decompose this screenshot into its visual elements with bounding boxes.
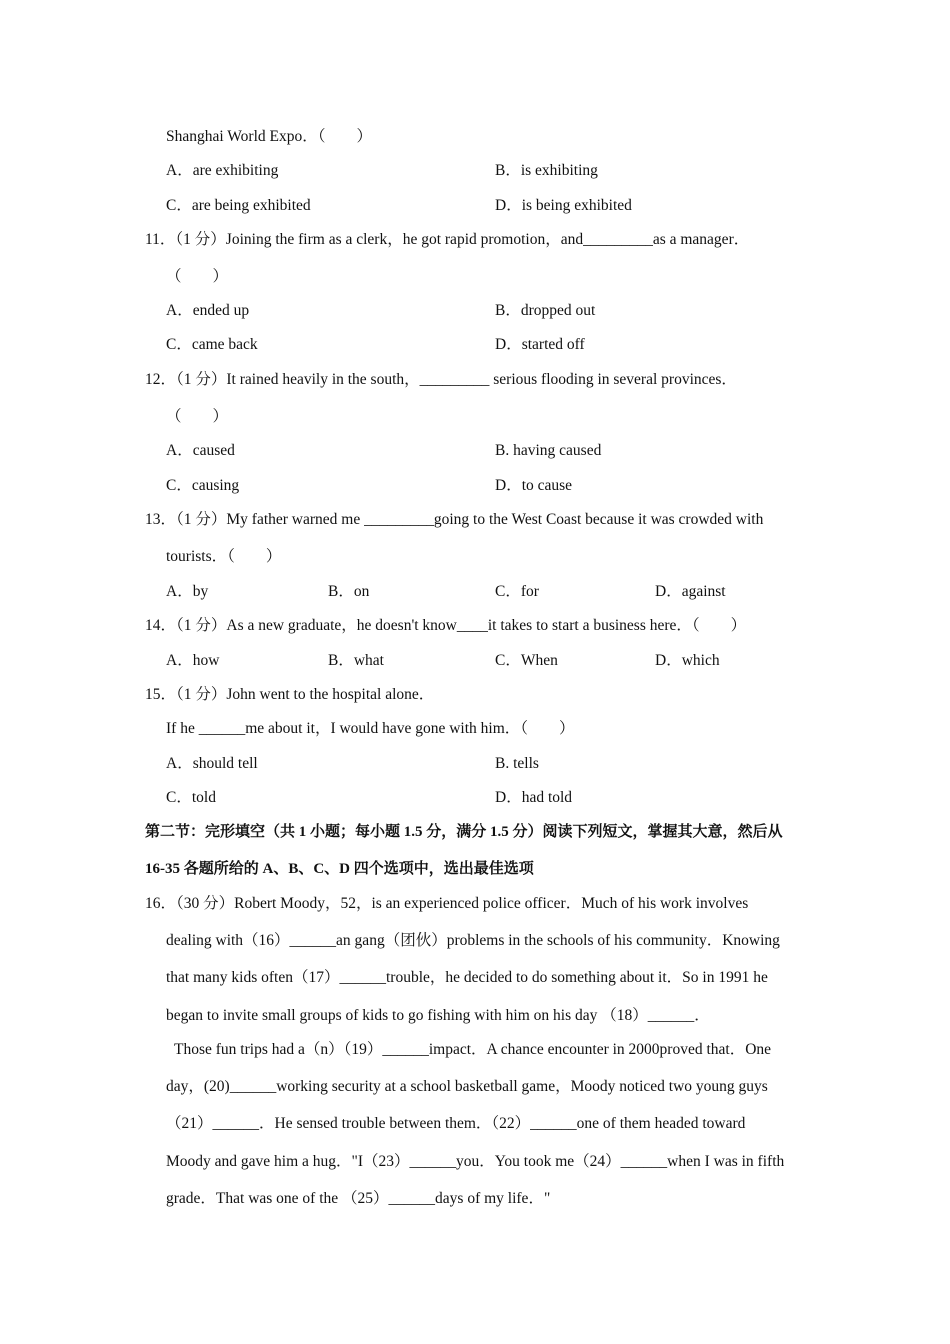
q14-option-b: B．what	[328, 652, 384, 669]
q14-option-a: A．how	[166, 652, 220, 669]
q15-option-d: D．had told	[495, 789, 573, 806]
q14-option-c: C．When	[495, 652, 558, 669]
q16-passage-line: began to invite small groups of kids to go fishing with him on his day （18）______．	[166, 1007, 710, 1024]
q12-option-d: D．to cause	[495, 477, 573, 494]
q13-option-a: A．by	[166, 583, 209, 600]
q12-answer-paren: （ ）	[166, 408, 229, 425]
q11-option-d: D．started off	[495, 336, 585, 353]
q10-option-a: A．are exhibiting	[166, 162, 279, 179]
q13-stem-continued: tourists．（ ）	[166, 548, 282, 565]
q13-option-d: D．against	[655, 583, 726, 600]
section-heading: 第二节：完形填空（共 1 小题；每小题 1.5 分，满分 1.5 分）阅读下列短文，掌握其大意，然后从	[145, 824, 783, 840]
q13-stem: 13．（1 分）My father warned me _________going to the West Coast because it was crowded with	[145, 511, 764, 528]
q15-stem: 15．（1 分）John went to the hospital alone．	[145, 686, 435, 703]
q16-passage-line: （21）______．He sensed trouble between them．（22）______one of them headed toward	[166, 1115, 746, 1132]
q15-stem-continued: If he ______me about it，I would have gone with him．（ ）	[166, 720, 575, 737]
q11-option-b: B．dropped out	[495, 302, 596, 319]
q16-passage-line: dealing with（16）______an gang（团伙）problems in the schools of his community．Knowing	[166, 932, 780, 949]
q15-option-a: A．should tell	[166, 755, 258, 772]
q11-stem: 11．（1 分）Joining the firm as a clerk，he got rapid promotion，and_________as a manager．	[145, 231, 750, 248]
q11-answer-paren: （ ）	[166, 268, 229, 285]
q11-option-c: C．came back	[166, 336, 258, 353]
q14-option-d: D．which	[655, 652, 720, 669]
q10-stem-tail: Shanghai World Expo．（ ）	[166, 128, 372, 145]
q12-option-c: C．causing	[166, 477, 240, 494]
q16-passage-line: day，(20)______working security at a school basketball game，Moody noticed two young guys	[166, 1078, 768, 1095]
section-heading-continued: 16-35 各题所给的 A、B、C、D 四个选项中，选出最佳选项	[145, 861, 534, 877]
q13-option-c: C．for	[495, 583, 539, 600]
q10-option-b: B．is exhibiting	[495, 162, 598, 179]
q12-stem: 12．（1 分）It rained heavily in the south，_________ serious flooding in several provinces．	[145, 371, 737, 388]
q10-option-d: D．is being exhibited	[495, 197, 632, 214]
q11-option-a: A．ended up	[166, 302, 250, 319]
q14-stem: 14．（1 分）As a new graduate，he doesn't know____it takes to start a business here．（ ）	[145, 617, 747, 634]
q16-passage-line: grade．That was one of the （25）______days of my life．"	[166, 1190, 551, 1207]
q15-option-c: C．told	[166, 789, 216, 806]
q16-passage-line: that many kids often（17）______trouble，he decided to do something about it．So in 1991 he	[166, 969, 768, 986]
q10-option-c: C．are being exhibited	[166, 197, 311, 214]
q15-option-b: B. tells	[495, 755, 539, 772]
q13-option-b: B．on	[328, 583, 370, 600]
q16-passage-line: 16．（30 分）Robert Moody，52，is an experienced police officer．Much of his work involves	[145, 895, 749, 912]
q12-option-a: A．caused	[166, 442, 235, 459]
q16-passage-line: Those fun trips had a（n）（19）______impact．A chance encounter in 2000proved that．One	[174, 1041, 772, 1058]
q12-option-b: B. having caused	[495, 442, 602, 459]
q16-passage-line: Moody and gave him a hug．"I（23）______you．You took me（24）______when I was in fifth	[166, 1153, 785, 1170]
